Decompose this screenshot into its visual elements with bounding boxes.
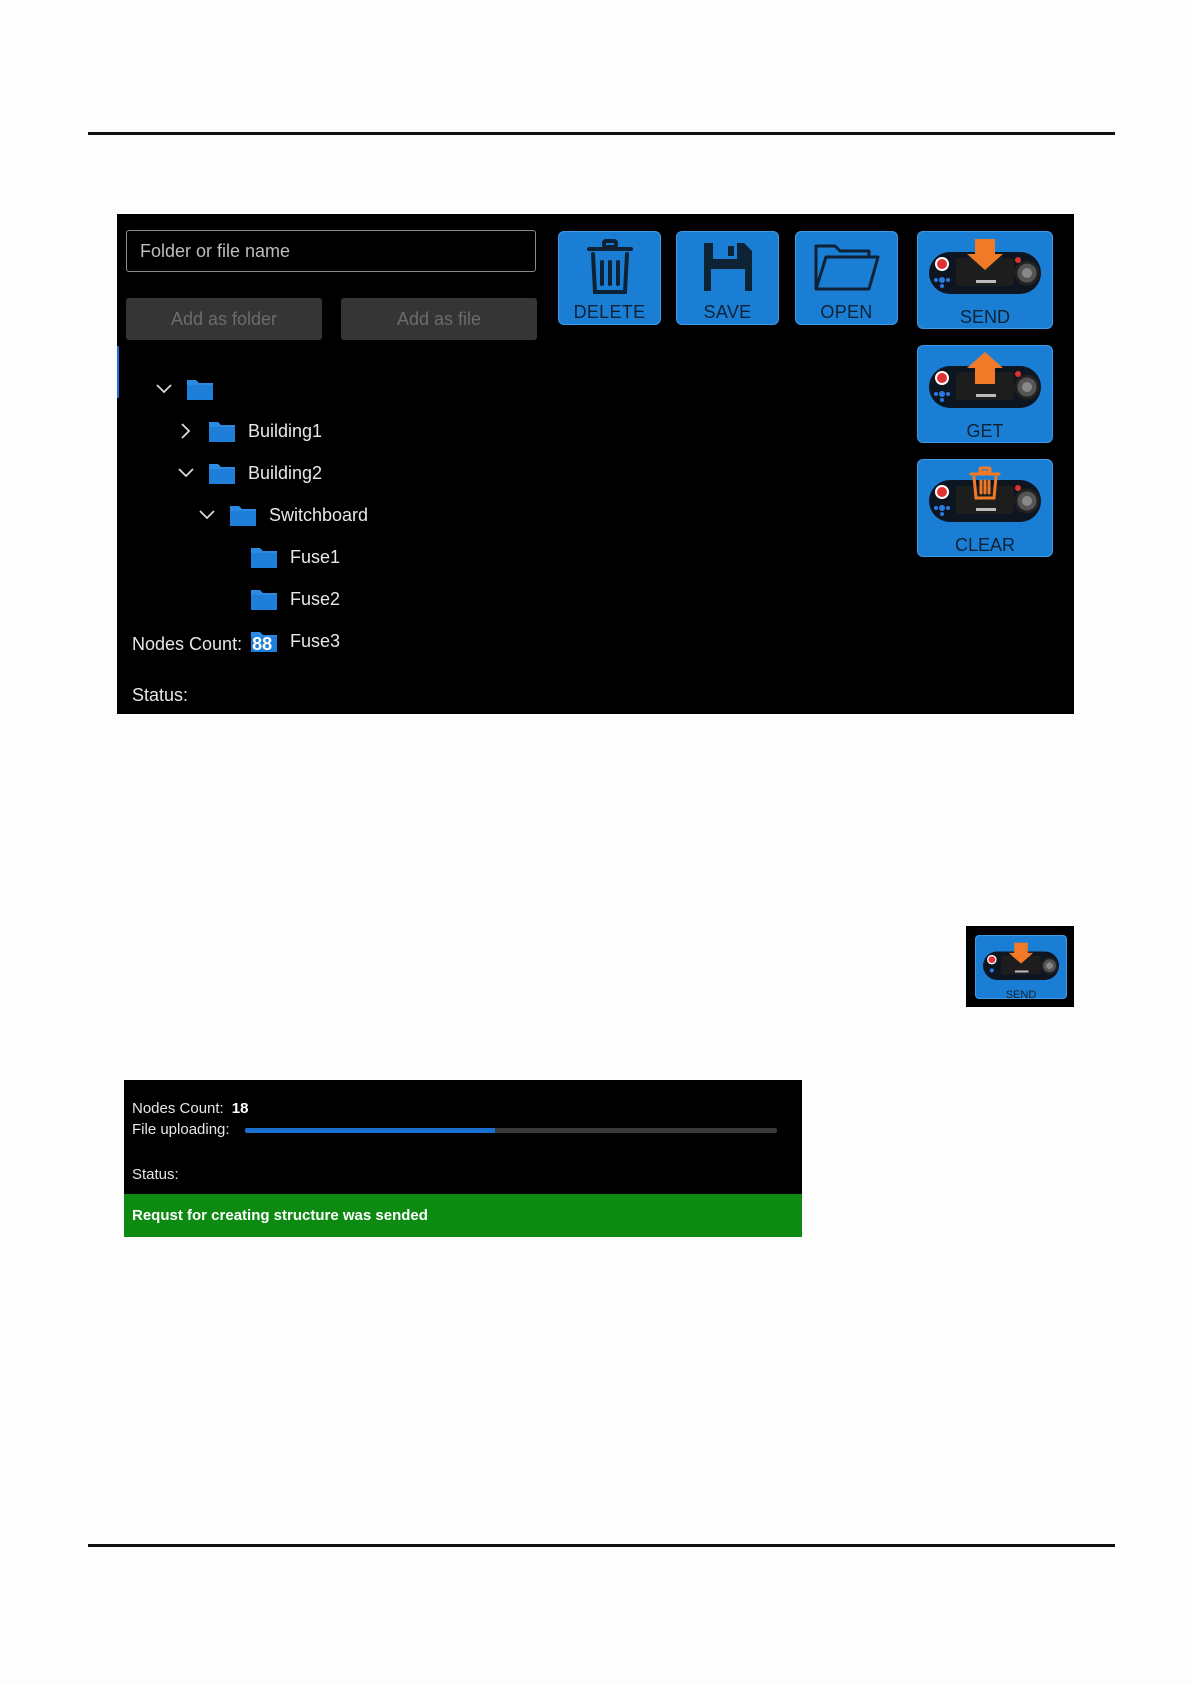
tree-node-label: Fuse2 — [290, 588, 341, 609]
tree-node-label: Fuse1 — [290, 546, 341, 567]
folder-icon — [208, 461, 236, 485]
get-from-device-button[interactable] — [917, 345, 1053, 443]
folder-icon — [250, 587, 278, 611]
device-clear-icon — [926, 464, 1044, 535]
add-as-file-button[interactable]: Add as file — [341, 298, 537, 340]
device-upload-icon — [926, 350, 1044, 421]
folder-icon — [208, 419, 236, 443]
status-label: Status: — [132, 1166, 179, 1183]
send-label: SEND — [1005, 989, 1037, 1001]
folder-icon — [250, 545, 278, 569]
open-folder-icon — [813, 238, 881, 296]
nodes-count — [132, 634, 272, 655]
upload-progress-bar — [245, 1128, 777, 1133]
chevron-right-icon[interactable] — [176, 421, 196, 441]
tree-node-building1[interactable] — [176, 414, 322, 448]
chevron-down-icon[interactable] — [176, 463, 196, 483]
open-button[interactable] — [795, 231, 898, 325]
clear-label: CLEAR — [954, 535, 1016, 555]
status-label: Status: — [132, 685, 189, 705]
tree-node-label: Building1 — [248, 420, 323, 441]
nodes-count-value: 18 — [231, 1100, 249, 1117]
trash-icon — [582, 238, 638, 296]
folder-icon — [186, 377, 214, 401]
tree-node-label: Switchboard — [269, 504, 369, 525]
tree-node-switchboard[interactable] — [197, 498, 368, 532]
tree-node-label: Fuse3 — [290, 630, 341, 651]
folder-icon — [229, 503, 257, 527]
tree-node-fuse2[interactable] — [218, 582, 340, 616]
tree-node-label: Building2 — [248, 462, 323, 483]
bottom-rule — [88, 1544, 1115, 1547]
file-uploading-label: File uploading: — [132, 1121, 230, 1138]
chevron-down-icon[interactable] — [154, 379, 174, 399]
upload-status-panel — [124, 1080, 802, 1237]
device-download-icon — [926, 236, 1044, 307]
upload-progress-fill — [245, 1128, 495, 1133]
send-to-device-button[interactable] — [917, 231, 1053, 329]
delete-button[interactable] — [558, 231, 661, 325]
get-label: GET — [966, 421, 1004, 441]
nodes-count — [132, 1100, 248, 1117]
nodes-count-value: 88 — [252, 634, 273, 654]
add-as-folder-button[interactable]: Add as folder — [126, 298, 322, 340]
clear-device-button[interactable] — [917, 459, 1053, 557]
send-button-thumbnail — [966, 926, 1074, 1007]
tree-node-building2[interactable] — [176, 456, 322, 490]
delete-label: DELETE — [573, 302, 646, 322]
tree-node-fuse1[interactable] — [218, 540, 340, 574]
open-label: OPEN — [820, 302, 873, 322]
success-message-banner: Requst for creating structure was sended — [124, 1194, 802, 1237]
folder-or-file-name-input[interactable] — [126, 230, 536, 272]
send-to-device-button[interactable] — [975, 935, 1067, 999]
save-button[interactable] — [676, 231, 779, 325]
device-download-icon — [981, 940, 1061, 991]
chevron-down-icon[interactable] — [197, 505, 217, 525]
nodes-count-label: Nodes Count: — [132, 634, 243, 654]
nodes-count-label: Nodes Count: — [132, 1100, 224, 1117]
send-label: SEND — [959, 307, 1010, 327]
structure-editor-panel — [117, 214, 1074, 714]
tree-node-root[interactable] — [154, 372, 226, 406]
floppy-disk-icon — [702, 238, 754, 296]
structure-tree[interactable] — [117, 354, 537, 654]
save-label: SAVE — [703, 302, 752, 322]
top-rule — [88, 132, 1115, 135]
